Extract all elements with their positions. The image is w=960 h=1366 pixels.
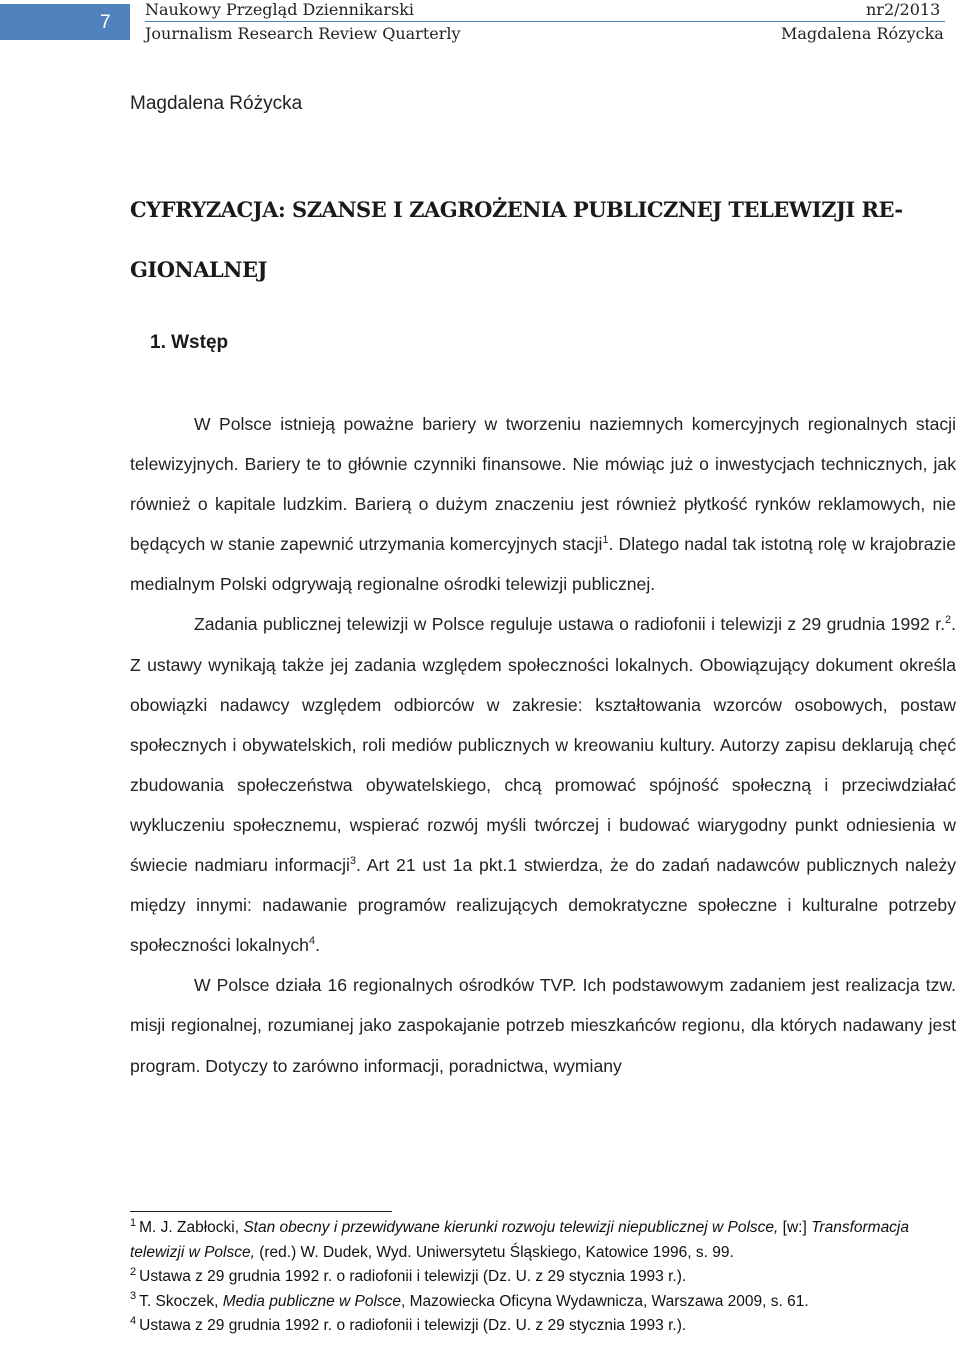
paragraph-2: Zadania publicznej telewizji w Polsce reguluje ustawa o radiofonii i telewizji z 29 grudnia 1992 r.$^2$. Z ustawy wynikają także jej zadania względem społeczności lokalnych. Obowiązujący dokument określa obowiązki nadawcy względem odbiorców w zakresie: kształtowania wzorców osobowych, postaw społecznych i obywatelskich, roli mediów publicznych w kreowaniu kultury. Autorzy zapisu deklarują chęć zbudowania społeczeństwa obywatelskiego, chcą promować spójność społeczną i przeciwdziałać wykluczeniu społecznemu, wspierać rozwój myśli twórczej i budować wiarygodny punkt odniesienia w świecie nadmiaru informacji$^3$. Art 21 ust 1a pkt.1 stwierdza, że do zadań nadawców publicznych należy między innymi: nadawanie programów realizujących demokratyczne społeczne i kulturalne potrzeby społeczności lokalnych$^4$. <box>130 614 956 956</box>
title-line-1: CYFRYZACJA: SZANSE I ZAGROŻENIA PUBLICZNEJ TELEWIZJI RE- <box>130 197 903 222</box>
footnote-ref-3[interactable]: 3 <box>349 855 357 868</box>
footnote-1: $^1$ M. J. Zabłocki, Stan obecny i przewidywane kierunki rozwoju telewizji niepublicznej w Polsce, [w:] Transformacja telewizji w Polsce, (red.) W. Dudek, Wyd. Uniwersytetu Śląskiego, Katowice 1996, s. 99. <box>130 1216 909 1261</box>
footnote-ref-2[interactable]: 2 <box>944 614 952 627</box>
journal-title-pl: Naukowy Przegląd Dziennikarski <box>145 0 415 19</box>
section-heading: 1. Wstęp <box>150 332 229 353</box>
article-author: Magdalena Różycka <box>130 93 303 114</box>
footnote-ref-4[interactable]: 4 <box>308 935 316 948</box>
title-line-2: GIONALNEJ <box>130 257 267 282</box>
footnote-4: $^4$ Ustawa z 29 grudnia 1992 r. o radiofonii i telewizji (Dz. U. z 29 stycznia 1993 r.). <box>130 1314 687 1334</box>
header-divider <box>145 21 945 22</box>
footnote-ref-1[interactable]: 1 <box>602 534 609 547</box>
journal-title-en: Journalism Research Review Quarterly <box>145 24 461 43</box>
article-title <box>130 180 930 300</box>
paragraph-1: W Polsce istnieją poważne bariery w tworzeniu naziemnych komercyjnych regionalnych stacji telewizyjnych. Bariery te to głównie czynniki finansowe. Nie mówiąc już o inwestycjach technicznych, jak również o kapitale ludzkim. Barierą o dużym znaczeniu jest również płytkość rynków reklamowych, nie będących w stanie zapewnić utrzymania komercyjnych stacji$^1$. Dlatego nadal tak istotną rolę w krajobrazie medialnym Polski odgrywają regionalne ośrodki telewizji publicznej. <box>130 414 956 595</box>
article-body <box>130 404 956 1086</box>
page-number: 7 <box>100 12 111 33</box>
header-author: Magdalena Rózycka <box>781 24 944 43</box>
footnote-3: $^3$ T. Skoczek, Media publiczne w Polsce, Mazowiecka Oficyna Wydawnicza, Warszawa 2009, s. 61. <box>130 1290 809 1310</box>
footnote-divider <box>130 1211 392 1212</box>
footnotes <box>130 1216 950 1339</box>
footnote-2: $^2$ Ustawa z 29 grudnia 1992 r. o radiofonii i telewizji (Dz. U. z 29 stycznia 1993 r.). <box>130 1265 687 1285</box>
issue-number: nr2/2013 <box>866 0 941 19</box>
paragraph-3: W Polsce działa 16 regionalnych ośrodków TVP. Ich podstawowym zadaniem jest realizacja tzw. misji regionalnej, rozumianej jako zaspokajanie potrzeb mieszkańców regionu, dla których nadawany jest program. Dotyczy to zarówno informacji, poradnictwa, wymiany <box>130 975 956 1076</box>
page-header <box>0 0 960 50</box>
